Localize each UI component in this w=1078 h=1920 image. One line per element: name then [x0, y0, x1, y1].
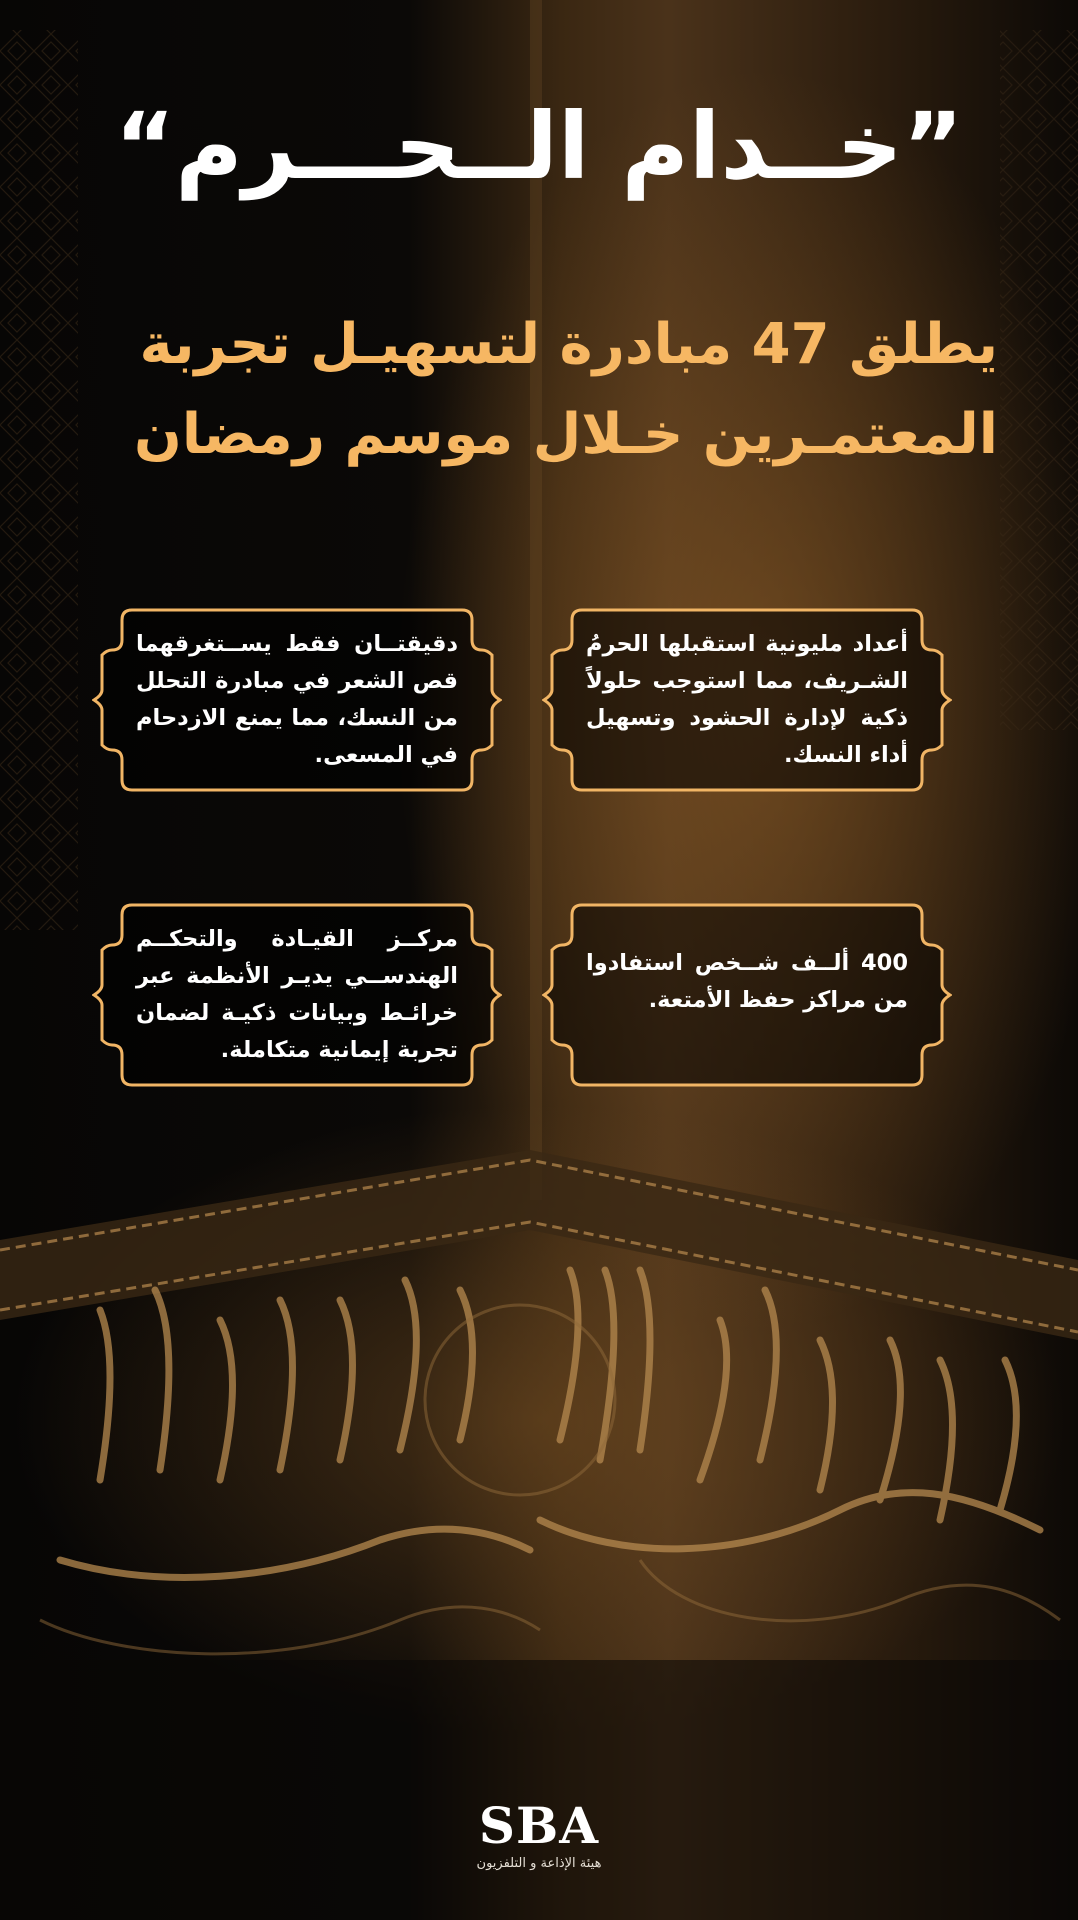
card-text: مركــز القيـادة والتحكــم الهندســي يديـر الأنظمة عبر خرائـط وبيانات ذكيـة لضمان تجربة إيمانية متكاملة. — [136, 926, 458, 1063]
card-text: 400 ألــف شــخص استفادوا من مراكز حفظ الأمتعة. — [586, 950, 908, 1013]
card-text: دقيقتــان فقط يســتغرقهما قص الشعر في مبادرة التحلل من النسك، مما يمنع الازدحام في المسعى. — [136, 631, 458, 768]
sba-logo — [0, 1798, 1078, 1871]
logo-subtitle: هيئة الإذاعة و التلفزيون — [476, 1856, 602, 1871]
page-title: ”خــدام الــحـــرم“ — [114, 93, 964, 200]
stat-card-control-center — [92, 895, 502, 1095]
stat-card-haircut — [92, 600, 502, 800]
stat-card-luggage — [542, 895, 952, 1095]
page-subtitle: يطلق 47 مبادرة لتسهيـل تجربة المعتمـرين خـلال موسم رمضان — [134, 312, 998, 467]
logo-mark: SBA — [478, 1796, 600, 1855]
stat-card-pilgrims — [542, 600, 952, 800]
card-text: أعداد مليونية استقبلها الحرمُ الشـريف، مما استوجب حلولاً ذكية لإدارة الحشود وتسهيل أداء النسك. — [586, 631, 908, 768]
